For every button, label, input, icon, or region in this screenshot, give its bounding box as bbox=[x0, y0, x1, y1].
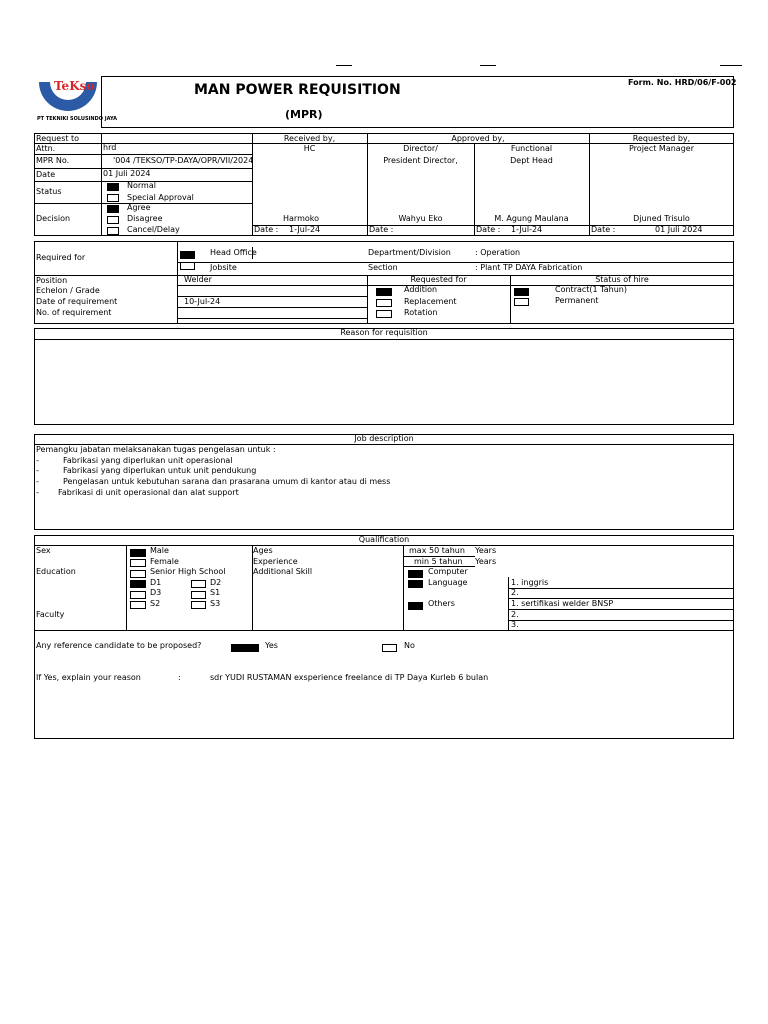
addition-label: Addition bbox=[404, 285, 438, 294]
logo-text: TeKso bbox=[54, 79, 95, 93]
top-mark bbox=[720, 65, 742, 66]
decision-agree-checkbox[interactable] bbox=[107, 205, 119, 213]
s3-label: S3 bbox=[210, 599, 221, 608]
reference-no-checkbox[interactable] bbox=[382, 644, 397, 652]
top-mark bbox=[336, 65, 352, 66]
status-label: Status bbox=[36, 187, 62, 196]
head-office-label: Head Office bbox=[210, 248, 257, 257]
rotation-checkbox[interactable] bbox=[376, 310, 392, 318]
language-1: 1. inggris bbox=[511, 578, 549, 587]
requested-for-label: Requested for bbox=[410, 275, 467, 284]
date-functional-label: Date : bbox=[476, 225, 501, 234]
decision-label: Decision bbox=[36, 214, 71, 223]
approved-by-label: Approved by, bbox=[451, 134, 505, 143]
reference-yes-label: Yes bbox=[265, 641, 278, 650]
male-checkbox[interactable] bbox=[130, 549, 146, 557]
page-title: MAN POWER REQUISITION bbox=[194, 82, 401, 98]
permanent-label: Permanent bbox=[555, 296, 599, 305]
job-bullet: - bbox=[36, 477, 39, 486]
explain-value: sdr YUDI RUSTAMAN exsperience freelance di TP Daya Kurleb 6 bulan bbox=[210, 673, 489, 682]
job-bullet: - bbox=[36, 456, 39, 465]
permanent-checkbox[interactable] bbox=[514, 298, 529, 306]
date-hc-value: 1-Jul-24 bbox=[289, 225, 321, 234]
replacement-checkbox[interactable] bbox=[376, 299, 392, 307]
echelon-label: Echelon / Grade bbox=[36, 286, 100, 295]
date-req-label: Date of requirement bbox=[36, 297, 118, 306]
education-label: Education bbox=[36, 567, 76, 576]
department-value: : Operation bbox=[475, 248, 521, 257]
signer-functional: M. Agung Maulana bbox=[494, 214, 569, 223]
dept-head-label: Dept Head bbox=[510, 156, 553, 165]
faculty-label: Faculty bbox=[36, 610, 65, 619]
decision-agree-label: Agree bbox=[127, 203, 151, 212]
attn-value: hrd bbox=[103, 143, 117, 152]
reference-no-label: No bbox=[404, 641, 415, 650]
jobsite-checkbox[interactable] bbox=[180, 262, 195, 270]
experience-value: min 5 tahun bbox=[414, 557, 463, 566]
computer-checkbox[interactable] bbox=[408, 570, 423, 578]
date-value: 01 Juli 2024 bbox=[103, 169, 151, 178]
signer-hc: Harmoko bbox=[283, 214, 319, 223]
others-1: 1. sertifikasi welder BNSP bbox=[511, 599, 614, 608]
status-normal-label: Normal bbox=[127, 181, 156, 190]
requested-by-label: Requested by, bbox=[632, 134, 691, 143]
page-subtitle: (MPR) bbox=[285, 108, 323, 121]
no-req-label: No. of requirement bbox=[36, 308, 112, 317]
s3-checkbox[interactable] bbox=[191, 601, 206, 609]
status-normal-checkbox[interactable] bbox=[107, 183, 119, 191]
date-req-value: 10-Jul-24 bbox=[184, 297, 221, 306]
date-functional-value: 1-Jul-24 bbox=[511, 225, 543, 234]
decision-disagree-checkbox[interactable] bbox=[107, 216, 119, 224]
date-director-label: Date : bbox=[369, 225, 394, 234]
job-bullet: - bbox=[36, 466, 39, 475]
experience-years: Years bbox=[475, 557, 497, 566]
female-label: Female bbox=[150, 557, 179, 566]
s1-checkbox[interactable] bbox=[191, 591, 206, 599]
shs-label: Senior High School bbox=[150, 567, 226, 576]
decision-cancel-checkbox[interactable] bbox=[107, 227, 119, 235]
s2-checkbox[interactable] bbox=[130, 601, 146, 609]
language-2: 2. bbox=[511, 588, 519, 597]
d3-label: D3 bbox=[150, 588, 162, 597]
mpr-no-value: '004 /TEKSO/TP-DAYA/OPR/VII/2024 bbox=[113, 156, 254, 165]
date-label: Date bbox=[36, 170, 56, 179]
reason-section bbox=[34, 328, 734, 425]
required-for-label: Required for bbox=[36, 253, 86, 262]
d2-label: D2 bbox=[210, 578, 222, 587]
female-checkbox[interactable] bbox=[130, 559, 146, 567]
form-number: Form. No. HRD/06/F-002 bbox=[628, 78, 737, 87]
job-item: Fabrikasi yang diperlukan untuk unit pendukung bbox=[63, 466, 257, 475]
job-item: Fabrikasi yang diperlukan unit operasional bbox=[63, 456, 233, 465]
position-label: Position bbox=[36, 276, 68, 285]
explain-colon: : bbox=[178, 673, 181, 682]
signer-pm: Djuned Trisulo bbox=[633, 214, 690, 223]
d2-checkbox[interactable] bbox=[191, 580, 206, 588]
job-title: Job description bbox=[354, 434, 414, 443]
language-label: Language bbox=[428, 578, 468, 587]
ages-label: Ages bbox=[253, 546, 273, 555]
computer-label: Computer bbox=[428, 567, 468, 576]
additional-skill-label: Additional Skill bbox=[253, 567, 313, 576]
request-to-label: Request to bbox=[36, 134, 80, 143]
d1-checkbox[interactable] bbox=[130, 580, 146, 588]
job-bullet: - bbox=[36, 488, 39, 497]
ages-years: Years bbox=[475, 546, 497, 555]
male-label: Male bbox=[150, 546, 169, 555]
top-mark bbox=[480, 65, 496, 66]
head-office-checkbox[interactable] bbox=[180, 251, 195, 259]
status-special-checkbox[interactable] bbox=[107, 194, 119, 202]
status-special-label: Special Approval bbox=[127, 193, 194, 202]
others-2: 2. bbox=[511, 610, 519, 619]
reference-yes-checkbox[interactable] bbox=[231, 644, 259, 652]
section-value: : Plant TP DAYA Fabrication bbox=[475, 263, 583, 272]
date-pm-label: Date : bbox=[591, 225, 616, 234]
job-item: Fabrikasi di unit operasional dan alat support bbox=[58, 488, 239, 497]
s2-label: S2 bbox=[150, 599, 161, 608]
sex-label: Sex bbox=[36, 546, 51, 555]
shs-checkbox[interactable] bbox=[130, 570, 146, 578]
reference-question: Any reference candidate to be proposed? bbox=[36, 641, 202, 650]
explain-label: If Yes, explain your reason bbox=[36, 673, 141, 682]
contract-checkbox[interactable] bbox=[514, 288, 529, 296]
president-director-label: President Director, bbox=[383, 156, 458, 165]
section-label: Section bbox=[368, 263, 398, 272]
date-pm-value: 01 Juli 2024 bbox=[655, 225, 703, 234]
d1-label: D1 bbox=[150, 578, 162, 587]
job-intro: Pemangku jabatan melaksanakan tugas pengelasan untuk : bbox=[36, 445, 276, 454]
others-label: Others bbox=[428, 599, 455, 608]
s1-label: S1 bbox=[210, 588, 221, 597]
jobsite-label: Jobsite bbox=[210, 263, 237, 272]
reason-title: Reason for requisition bbox=[340, 328, 428, 337]
hc-label: HC bbox=[303, 144, 316, 153]
director-label: Director/ bbox=[403, 144, 438, 153]
addition-checkbox[interactable] bbox=[376, 288, 392, 296]
received-by-label: Received by, bbox=[283, 134, 336, 143]
signer-director: Wahyu Eko bbox=[398, 214, 443, 223]
ages-value: max 50 tahun bbox=[409, 546, 465, 555]
others-3: 3. bbox=[511, 620, 519, 629]
replacement-label: Replacement bbox=[404, 297, 457, 306]
date-hc-label: Date : bbox=[254, 225, 279, 234]
position-value: Welder bbox=[184, 275, 212, 284]
job-item: Pengelasan untuk kebutuhan sarana dan prasarana umum di kantor atau di mess bbox=[63, 477, 391, 486]
decision-disagree-label: Disagree bbox=[127, 214, 163, 223]
attn-label: Attn. bbox=[36, 144, 56, 153]
others-checkbox[interactable] bbox=[408, 602, 423, 610]
experience-label: Experience bbox=[253, 557, 298, 566]
contract-label: Contract(1 Tahun) bbox=[555, 285, 627, 294]
project-manager-label: Project Manager bbox=[629, 144, 694, 153]
language-checkbox[interactable] bbox=[408, 580, 423, 588]
status-hire-label: Status of hire bbox=[595, 275, 649, 284]
company-name: PT TEKNIKI SOLUSINDO JAYA bbox=[37, 116, 118, 122]
rotation-label: Rotation bbox=[404, 308, 438, 317]
decision-cancel-label: Cancel/Delay bbox=[127, 225, 180, 234]
functional-label: Functional bbox=[510, 144, 553, 153]
d3-checkbox[interactable] bbox=[130, 591, 146, 599]
qualification-title: Qualification bbox=[358, 535, 410, 544]
department-label: Department/Division bbox=[368, 248, 451, 257]
mpr-no-label: MPR No. bbox=[36, 156, 70, 165]
